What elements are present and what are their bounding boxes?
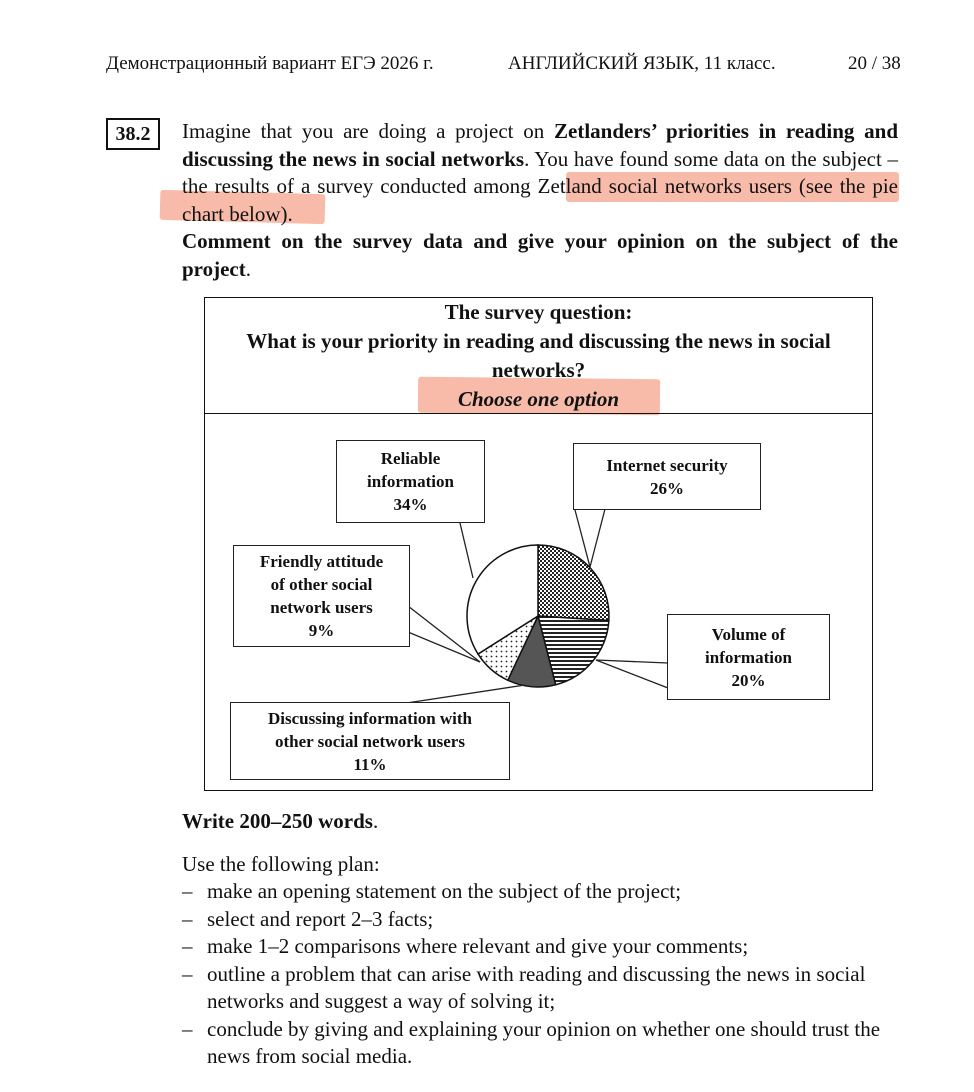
label-percent: 26% [650,478,684,498]
dash: – [182,961,193,986]
header-page-number: 20 / 38 [848,53,901,74]
label-discussing-information [230,702,510,780]
label-text: Internet security [606,455,728,475]
plan-item-text: conclude by giving and explaining your opinion on whether one should trust the news from social media. [207,1016,881,1068]
leader-line-volume [596,660,668,663]
plan-item-text: select and report 2–3 facts; [207,906,434,931]
label-text: network users [270,598,373,617]
plan-item-text: make an opening statement on the subject of the project; [207,879,682,903]
header-subject: АНГЛИЙСКИЙ ЯЗЫК, 11 класс. [508,53,776,74]
label-reliable-information [336,440,485,523]
survey-question: What is your priority in reading and discussing the news in social networks? [246,329,831,382]
plan-item-text: make 1–2 comparisons where relevant and give your comments; [207,934,749,958]
label-text: other social network users [275,731,465,751]
task-number: 38.2 [106,118,160,150]
label-text: information [705,647,792,667]
project-topic: Zetlanders’ priorities in reading and discussing the news in social networks [182,119,898,171]
instruction-text: Comment on the survey data and give your opinion on the subject of the project [182,229,898,281]
leader-line-security [590,509,605,567]
word-count-end: . [372,809,379,833]
leader-line-reliable [460,523,473,578]
label-internet-security [573,443,761,510]
intro-text: Imagine that you are doing a project on [182,119,555,143]
pie-slice-internet-security [538,545,609,620]
dash: – [182,879,193,903]
label-text: of other social [270,575,373,594]
label-text: Friendly attitude [259,552,384,571]
plan-intro: Use the following plan: [182,852,380,876]
instruction-end: . [245,256,251,281]
intro-text-end: . You have found some data on the subject – the results of a survey conducted among Zetland social networks users (see the pie chart below). [182,146,898,226]
header-exam-title: Демонстрационный вариант ЕГЭ 2026 г. [106,53,434,74]
dash: – [182,1016,193,1041]
dash: – [182,906,193,931]
label-text: Discussing information with [267,708,473,728]
label-percent: 9% [308,621,335,640]
dash: – [182,934,193,958]
survey-note: Choose one option [457,387,620,411]
label-friendly-attitude [233,545,410,647]
leader-line-volume [596,660,668,688]
label-percent: 34% [393,495,428,514]
label-text: Reliable [380,449,441,468]
label-volume-of-information [667,614,830,700]
label-percent: 20% [731,670,766,690]
label-text: Volume of [711,624,786,644]
label-text: information [367,472,454,491]
survey-heading: The survey question: [444,300,633,324]
label-percent: 11% [353,754,387,774]
plan-item-text: outline a problem that can arise with reading and discussing the news in social networks and suggest a way of solving it; [207,961,866,1013]
word-count-text: Write 200–250 words [182,809,373,833]
